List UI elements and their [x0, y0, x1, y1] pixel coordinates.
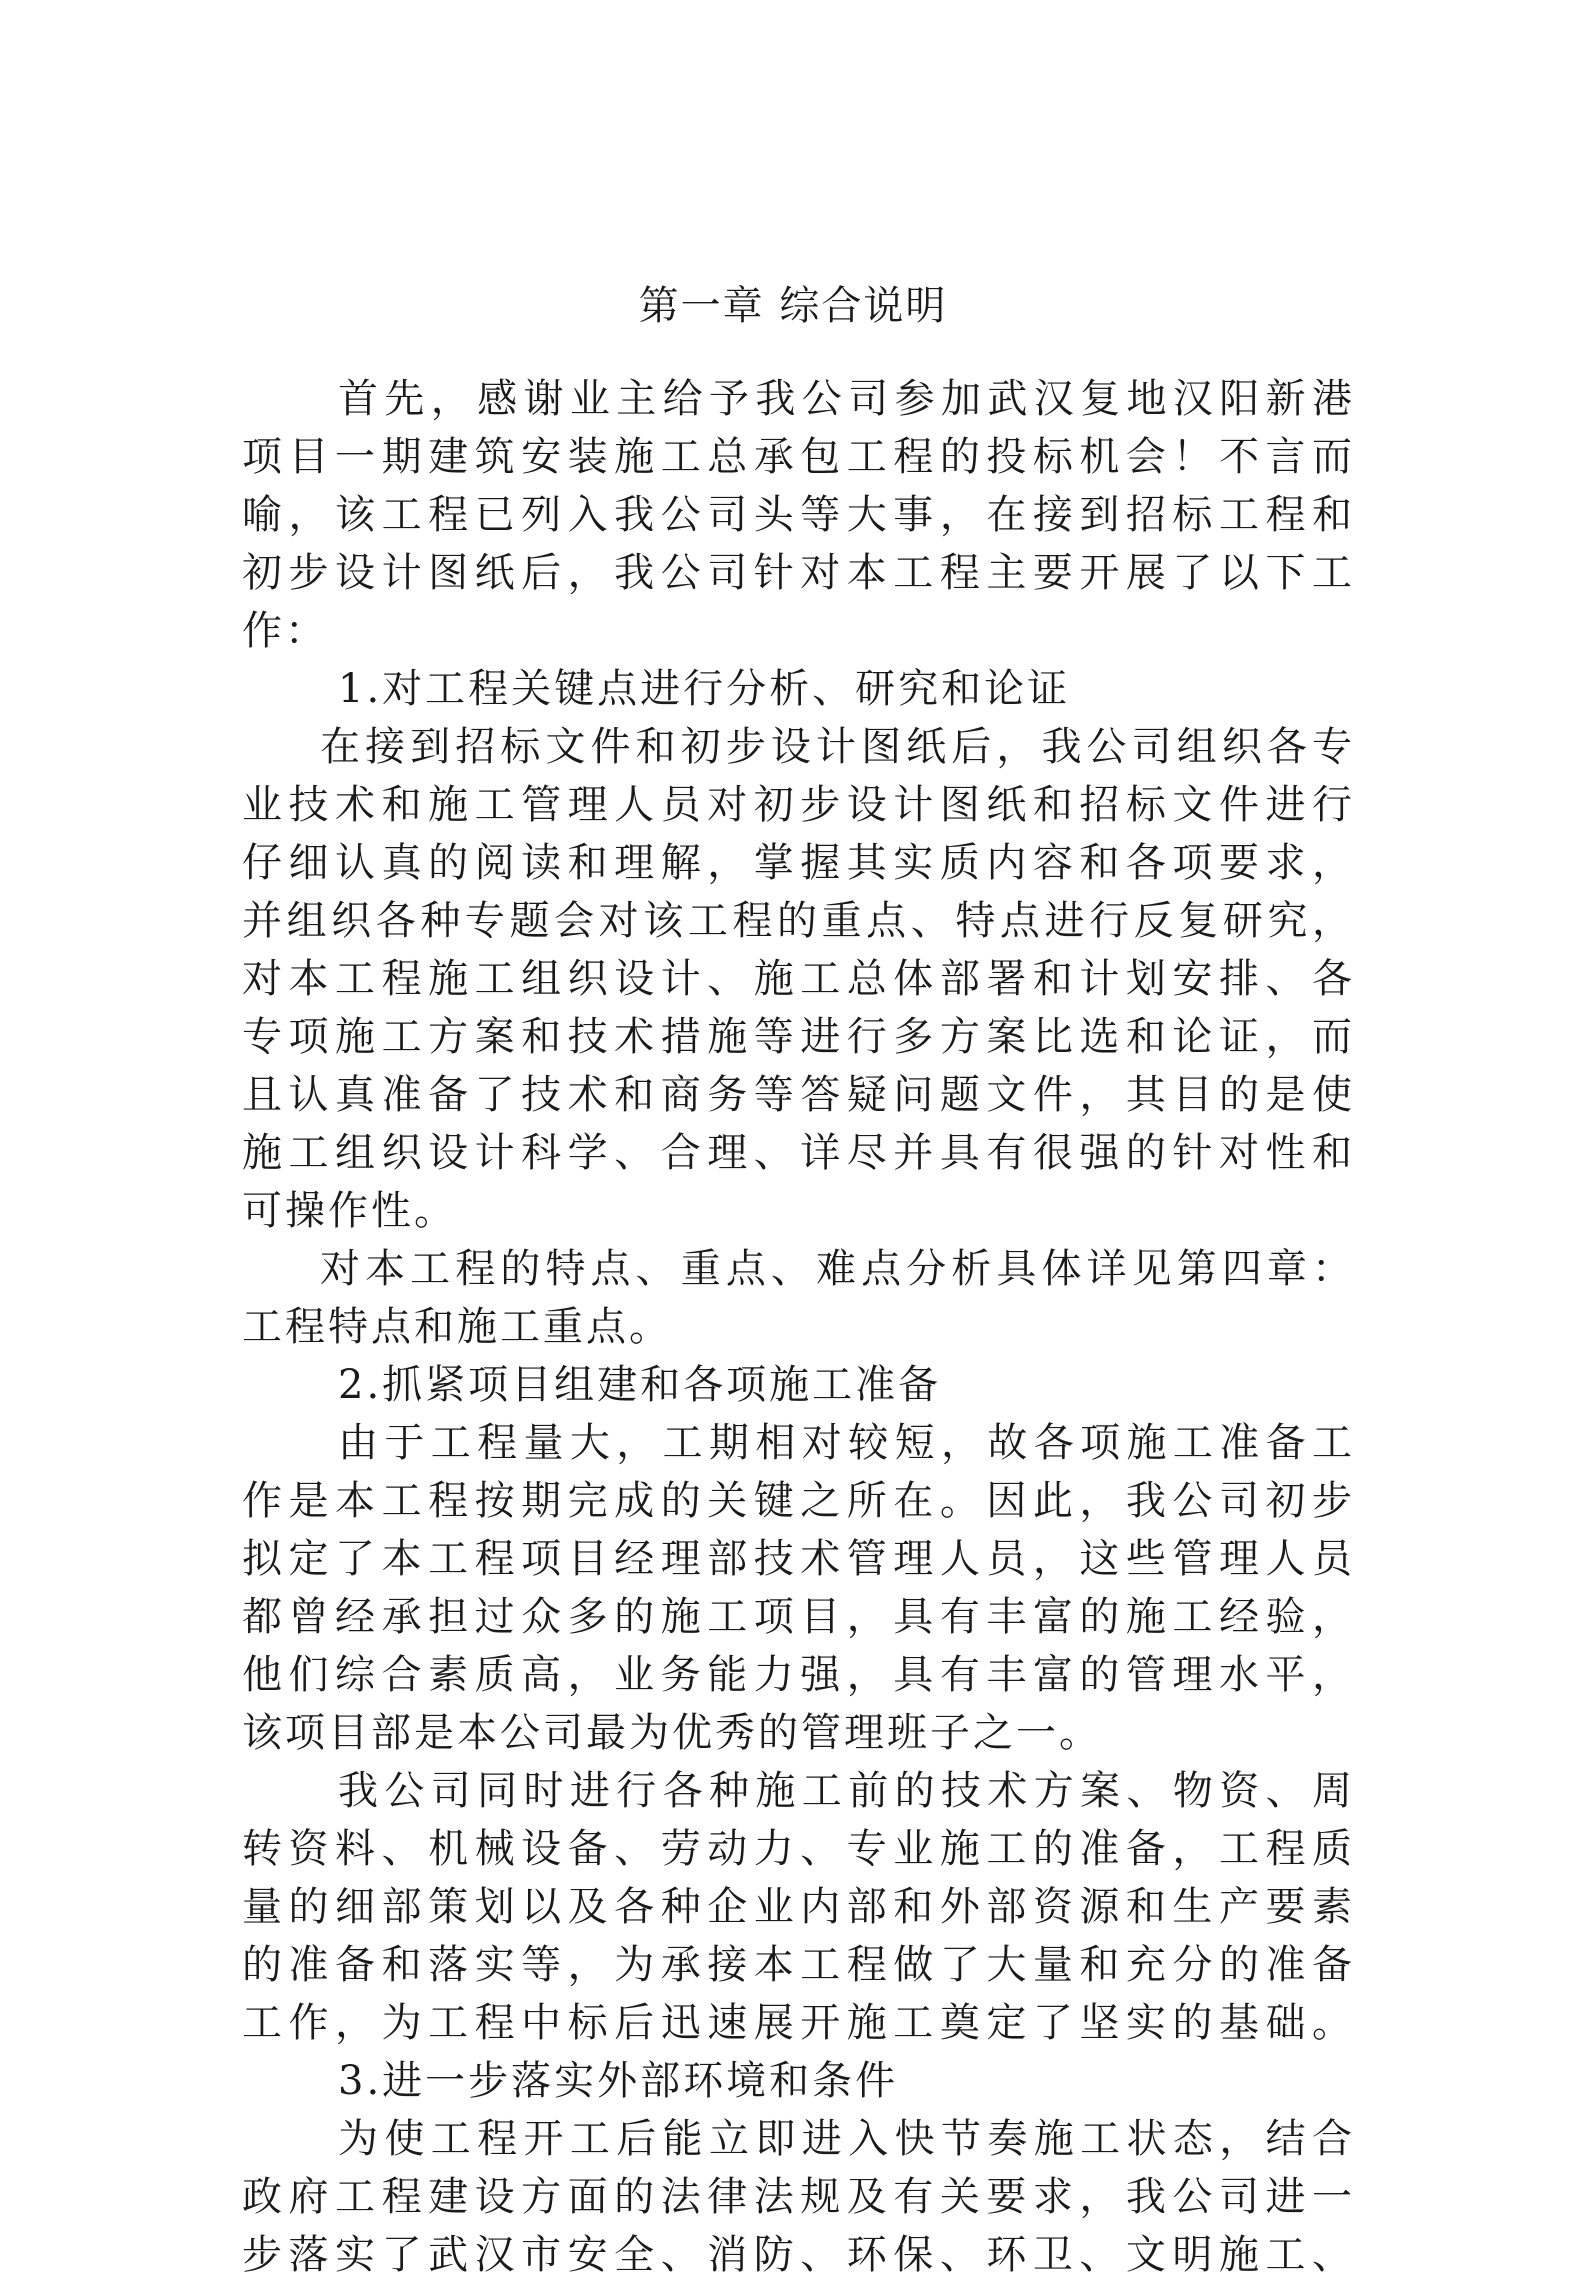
paragraph-line: 步落实了武汉市安全、消防、环保、环卫、文明施工、 [242, 2232, 1352, 2278]
paragraph-line: 工作，为工程中标后迅速展开施工奠定了坚实的基础。 [242, 2000, 1352, 2046]
paragraph-line: 该项目部是本公司最为优秀的管理班子之一。 [242, 1710, 1102, 1756]
paragraph-line: 仔细认真的阅读和理解，掌握其实质内容和各项要求， [242, 840, 1352, 886]
paragraph-line: 项目一期建筑安装施工总承包工程的投标机会！不言而 [242, 434, 1352, 480]
paragraph-line: 他们综合素质高，业务能力强，具有丰富的管理水平， [242, 1652, 1352, 1698]
paragraph-line: 作是本工程按期完成的关键之所在。因此，我公司初步 [242, 1478, 1352, 1524]
paragraph-line: 转资料、机械设备、劳动力、专业施工的准备，工程质 [242, 1826, 1352, 1872]
paragraph-line: 量的细部策划以及各种企业内部和外部资源和生产要素 [242, 1884, 1352, 1930]
paragraph-line: 对本工程的特点、重点、难点分析具体详见第四章： [320, 1246, 1352, 1292]
paragraph-line: 都曾经承担过众多的施工项目，具有丰富的施工经验， [242, 1594, 1352, 1640]
paragraph-line: 的准备和落实等，为承接本工程做了大量和充分的准备 [242, 1942, 1352, 1988]
paragraph-line: 为使工程开工后能立即进入快节奏施工状态，结合 [338, 2116, 1352, 2162]
paragraph-line: 可操作性。 [242, 1188, 457, 1234]
paragraph-line: 我公司同时进行各种施工前的技术方案、物资、周 [338, 1768, 1352, 1814]
paragraph-line: 作： [242, 608, 328, 654]
paragraph-line: 由于工程量大，工期相对较短，故各项施工准备工 [338, 1420, 1352, 1466]
paragraph-line: 在接到招标文件和初步设计图纸后，我公司组织各专 [320, 724, 1352, 770]
document-body [242, 370, 1352, 2284]
chapter-title: 第一章 综合说明 [638, 283, 948, 329]
section-heading: 2.抓紧项目组建和各项施工准备 [338, 1362, 942, 1408]
paragraph-line: 专项施工方案和技术措施等进行多方案比选和论证，而 [242, 1014, 1352, 1060]
paragraph-line: 且认真准备了技术和商务等答疑问题文件，其目的是使 [242, 1072, 1352, 1118]
paragraph-line: 初步设计图纸后，我公司针对本工程主要开展了以下工 [242, 550, 1352, 596]
paragraph-line: 喻，该工程已列入我公司头等大事，在接到招标工程和 [242, 492, 1352, 538]
paragraph-line: 工程特点和施工重点。 [242, 1304, 672, 1350]
paragraph-line: 并组织各种专题会对该工程的重点、特点进行反复研究， [242, 898, 1352, 944]
paragraph-line: 政府工程建设方面的法律法规及有关要求，我公司进一 [242, 2174, 1352, 2220]
section-heading: 3.进一步落实外部环境和条件 [338, 2058, 899, 2104]
paragraph-line: 首先，感谢业主给予我公司参加武汉复地汉阳新港 [338, 376, 1352, 422]
paragraph-line: 拟定了本工程项目经理部技术管理人员，这些管理人员 [242, 1536, 1352, 1582]
paragraph-line: 施工组织设计科学、合理、详尽并具有很强的针对性和 [242, 1130, 1352, 1176]
paragraph-line: 业技术和施工管理人员对初步设计图纸和招标文件进行 [242, 782, 1352, 828]
paragraph-line: 对本工程施工组织设计、施工总体部署和计划安排、各 [242, 956, 1352, 1002]
section-heading: 1.对工程关键点进行分析、研究和论证 [338, 666, 1071, 712]
